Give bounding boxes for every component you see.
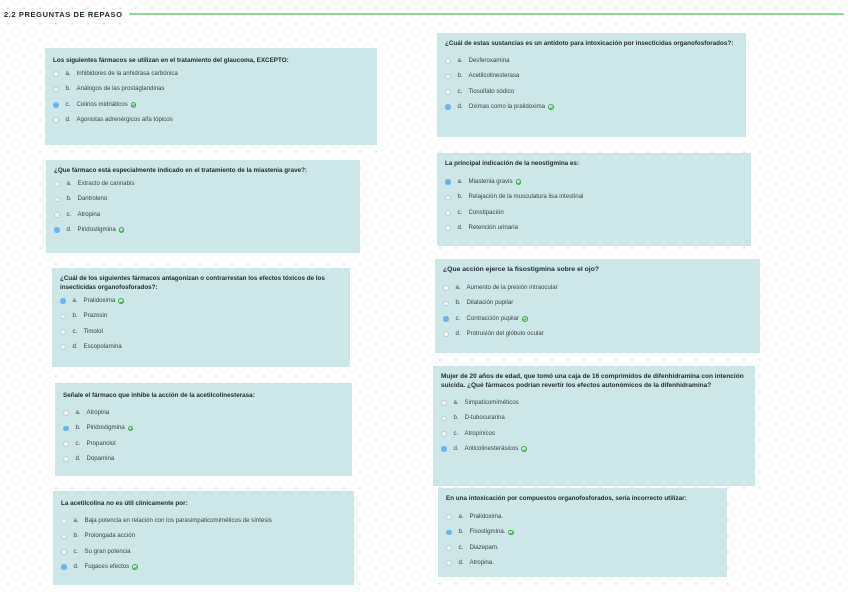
radio-icon[interactable] bbox=[53, 117, 59, 123]
question-card-1 bbox=[45, 48, 377, 145]
radio-icon[interactable] bbox=[54, 181, 60, 187]
radio-icon[interactable] bbox=[54, 197, 60, 203]
question-card-9 bbox=[433, 366, 755, 486]
answer-option-a[interactable] bbox=[445, 178, 743, 186]
radio-icon[interactable] bbox=[60, 329, 66, 335]
radio-icon[interactable] bbox=[63, 456, 69, 462]
option-label: Atropina. bbox=[469, 559, 494, 567]
option-label: Timolol bbox=[83, 327, 103, 335]
option-label: Pralidoxima bbox=[83, 297, 116, 304]
answer-option-c[interactable] bbox=[445, 88, 738, 96]
option-label: Anticolinesterásicos bbox=[464, 445, 519, 453]
check-circle-icon bbox=[521, 446, 527, 452]
option-label: Piridostigmina bbox=[77, 226, 116, 234]
option-letter: c. bbox=[455, 314, 461, 322]
answer-option-c[interactable] bbox=[445, 209, 743, 217]
radio-icon[interactable] bbox=[445, 195, 451, 201]
radio-icon[interactable] bbox=[446, 560, 452, 566]
header-divider bbox=[129, 13, 844, 15]
option-letter: d. bbox=[65, 116, 71, 124]
answer-option-c[interactable] bbox=[60, 328, 342, 336]
answer-option-a[interactable] bbox=[63, 409, 344, 417]
radio-icon[interactable] bbox=[441, 400, 447, 406]
option-letter: a. bbox=[73, 517, 79, 524]
answer-option-a[interactable] bbox=[441, 399, 747, 407]
radio-icon[interactable] bbox=[445, 89, 451, 95]
question-text: ¿Cuál de los siguientes fármacos antagonizan o contrarrestan los efectos tóxicos de los insecticidas organofosforados?: bbox=[60, 275, 325, 291]
question-text: Mujer de 20 años de edad, que tomó una caja de 16 comprimidos de difenhidramina con intención suicida. ¿Qué fármacos podrían revertir los efectos autonómicos de la difenhidramina? bbox=[441, 373, 744, 389]
option-letter: d. bbox=[73, 563, 79, 571]
option-letter: a. bbox=[458, 513, 464, 520]
option-letter: d. bbox=[72, 343, 78, 351]
option-letter: c. bbox=[457, 208, 463, 216]
option-label: Tiosulfato sódico bbox=[468, 87, 515, 95]
option-label: Aumento de la presión intraocular bbox=[466, 284, 558, 291]
check-circle-icon bbox=[132, 564, 138, 570]
radio-selected-icon[interactable] bbox=[445, 104, 451, 110]
radio-icon[interactable] bbox=[61, 518, 67, 524]
option-letter: b. bbox=[65, 85, 71, 93]
radio-icon[interactable] bbox=[445, 210, 451, 216]
option-label: Atropínicos bbox=[464, 429, 495, 437]
radio-icon[interactable] bbox=[60, 314, 66, 320]
answer-option-c[interactable] bbox=[446, 544, 719, 552]
answer-option-a[interactable] bbox=[54, 180, 352, 188]
radio-selected-icon[interactable] bbox=[441, 446, 447, 452]
option-label: Retención urinaria bbox=[468, 224, 518, 232]
radio-icon[interactable] bbox=[61, 549, 67, 555]
option-label: Relajación de la musculatura lisa intestinal bbox=[468, 193, 584, 201]
option-letter: a. bbox=[453, 399, 459, 406]
radio-icon[interactable] bbox=[443, 301, 449, 307]
radio-icon[interactable] bbox=[443, 331, 449, 337]
answer-option-b[interactable] bbox=[443, 299, 752, 307]
radio-icon[interactable] bbox=[441, 431, 447, 437]
answer-option-c[interactable] bbox=[53, 101, 369, 109]
check-circle-icon bbox=[118, 298, 124, 304]
option-letter: c. bbox=[66, 210, 72, 218]
option-letter: d. bbox=[457, 224, 463, 232]
radio-icon[interactable] bbox=[61, 534, 67, 540]
radio-icon[interactable] bbox=[63, 441, 69, 447]
option-label: Pralidoxima. bbox=[469, 513, 504, 520]
radio-icon[interactable] bbox=[446, 545, 452, 551]
option-letter: b. bbox=[453, 414, 459, 422]
option-label: Atropina bbox=[77, 210, 101, 218]
radio-selected-icon[interactable] bbox=[446, 530, 452, 536]
option-label: Prolongada acción bbox=[84, 532, 135, 540]
check-circle-icon bbox=[119, 227, 125, 233]
option-label: Dopamina bbox=[86, 455, 115, 463]
check-circle-icon bbox=[128, 426, 134, 432]
option-letter: d. bbox=[66, 226, 72, 234]
option-label: Agonistas adrenérgicos alfa tópicos bbox=[76, 116, 173, 124]
question-card-4 bbox=[55, 383, 352, 476]
answer-option-d[interactable] bbox=[60, 343, 342, 351]
question-text: Los siguientes fármacos se utilizan en el tratamiento del glaucoma, EXCEPTO: bbox=[53, 57, 289, 64]
option-label: Piridostigmina bbox=[86, 424, 125, 432]
option-label: Fisostigmina. bbox=[469, 528, 506, 536]
option-letter: a. bbox=[65, 70, 71, 77]
answer-option-d[interactable] bbox=[54, 226, 352, 234]
answer-option-c[interactable] bbox=[443, 315, 752, 323]
option-letter: b. bbox=[458, 528, 464, 536]
question-card-3 bbox=[52, 268, 350, 367]
radio-icon[interactable] bbox=[54, 212, 60, 218]
answer-option-a[interactable] bbox=[445, 57, 738, 65]
option-letter: a. bbox=[72, 297, 78, 304]
option-letter: a. bbox=[75, 409, 81, 416]
radio-icon[interactable] bbox=[53, 87, 59, 93]
radio-icon[interactable] bbox=[53, 71, 59, 77]
answer-option-c[interactable] bbox=[441, 430, 747, 438]
option-label: Análogos de las prostaglandinas bbox=[76, 85, 165, 93]
option-label: Miastenia gravis bbox=[468, 178, 513, 185]
section-title: 2.2 PREGUNTAS DE REPASO bbox=[4, 9, 123, 19]
option-label: Atropina bbox=[86, 409, 110, 416]
option-letter: c. bbox=[72, 327, 78, 335]
answer-option-d[interactable] bbox=[53, 116, 369, 124]
option-letter: a. bbox=[455, 284, 461, 291]
answer-option-b[interactable] bbox=[54, 195, 352, 203]
option-label: Constipación bbox=[468, 208, 504, 216]
question-text: En una intoxicación por compuestos organofosforados, sería incorrecto utilizar: bbox=[446, 495, 687, 502]
answer-option-c[interactable] bbox=[54, 211, 352, 219]
answer-option-a[interactable] bbox=[53, 70, 369, 78]
question-card-2 bbox=[46, 160, 360, 253]
option-letter: d. bbox=[455, 330, 461, 338]
question-text: La principal indicación de la neostigmina es: bbox=[445, 160, 580, 167]
check-circle-icon bbox=[131, 102, 137, 108]
answer-option-c[interactable] bbox=[63, 440, 344, 448]
option-label: Baja potencia en relación con los parasimpaticomiméticos de síntesis bbox=[84, 517, 272, 524]
question-text: ¿Que fármaco está especialmente indicado en el tratamiento de la miastenia grave?: bbox=[54, 167, 308, 174]
option-label: Extracto de cannabis bbox=[77, 180, 135, 187]
option-letter: c. bbox=[458, 543, 464, 551]
option-label: Inhibidores de la anhidrasa carbónica bbox=[76, 70, 178, 77]
answer-option-c[interactable] bbox=[61, 548, 346, 556]
question-card-10 bbox=[438, 488, 727, 577]
option-letter: a. bbox=[66, 180, 72, 187]
answer-option-d[interactable] bbox=[445, 224, 743, 232]
option-letter: b. bbox=[66, 195, 72, 203]
radio-icon[interactable] bbox=[443, 285, 449, 291]
option-letter: c. bbox=[453, 429, 459, 437]
answer-option-b[interactable] bbox=[446, 528, 719, 536]
radio-icon[interactable] bbox=[445, 225, 451, 231]
option-letter: d. bbox=[75, 455, 81, 463]
option-label: Escopolamina bbox=[83, 343, 122, 351]
option-letter: a. bbox=[457, 57, 463, 64]
option-letter: c. bbox=[65, 100, 71, 108]
option-label: Colirios midriáticos bbox=[76, 100, 128, 108]
option-label: Propanolol bbox=[86, 439, 116, 447]
option-label: Protrusión del glóbulo ocular bbox=[466, 330, 544, 338]
option-letter: b. bbox=[455, 299, 461, 307]
option-label: Dilatación pupilar bbox=[466, 299, 514, 307]
option-label: Dantroleno bbox=[77, 195, 108, 203]
option-letter: c. bbox=[457, 87, 463, 95]
question-text: ¿Cuál de estas sustancias es un antídoto para intoxicación por insecticidas organofosforados?: bbox=[445, 40, 734, 47]
option-letter: c. bbox=[73, 547, 79, 555]
section-header bbox=[4, 8, 844, 20]
answer-option-a[interactable] bbox=[61, 517, 346, 525]
option-letter: d. bbox=[453, 445, 459, 453]
option-letter: b. bbox=[73, 532, 79, 540]
option-label: Desferoxamina bbox=[468, 57, 510, 64]
radio-selected-icon[interactable] bbox=[445, 179, 451, 185]
answer-option-b[interactable] bbox=[53, 85, 369, 93]
answer-option-a[interactable] bbox=[443, 284, 752, 292]
answer-option-d[interactable] bbox=[63, 455, 344, 463]
radio-icon[interactable] bbox=[445, 74, 451, 80]
radio-icon[interactable] bbox=[60, 344, 66, 350]
answer-option-b[interactable] bbox=[63, 424, 344, 432]
question-card-6 bbox=[437, 33, 746, 137]
answer-option-a[interactable] bbox=[446, 513, 719, 521]
answer-option-b[interactable] bbox=[60, 312, 342, 320]
check-circle-icon bbox=[508, 530, 514, 536]
option-letter: a. bbox=[457, 178, 463, 185]
answer-option-d[interactable] bbox=[443, 330, 752, 338]
answer-option-a[interactable] bbox=[60, 297, 342, 305]
question-card-5 bbox=[53, 491, 354, 585]
answer-option-d[interactable] bbox=[446, 559, 719, 567]
radio-selected-icon[interactable] bbox=[63, 426, 69, 432]
check-circle-icon bbox=[522, 316, 528, 322]
question-text: Señale el fármaco que inhibe la acción de la acetilcolinesterasa: bbox=[63, 392, 255, 399]
answer-option-d[interactable] bbox=[441, 445, 747, 453]
answer-option-b[interactable] bbox=[441, 414, 747, 422]
option-label: Oximas como la pralidoxima bbox=[468, 103, 546, 111]
option-label: Diazepam. bbox=[469, 543, 499, 551]
radio-selected-icon[interactable] bbox=[54, 227, 60, 233]
question-text: ¿Que acción ejerce la fisostigmina sobre el ojo? bbox=[443, 266, 599, 273]
radio-icon[interactable] bbox=[445, 58, 451, 64]
radio-selected-icon[interactable] bbox=[53, 102, 59, 108]
question-text: La acetilcolina no es útil clínicamente por: bbox=[61, 500, 188, 507]
option-label: Simpaticomiméticos bbox=[464, 399, 519, 406]
option-label: Acetilcolinesterasa bbox=[468, 72, 520, 80]
option-letter: d. bbox=[458, 559, 464, 567]
radio-icon[interactable] bbox=[441, 416, 447, 422]
radio-selected-icon[interactable] bbox=[60, 298, 66, 304]
radio-selected-icon[interactable] bbox=[443, 316, 449, 322]
answer-option-b[interactable] bbox=[61, 532, 346, 540]
option-label: Prazosin bbox=[83, 312, 108, 320]
option-letter: b. bbox=[72, 312, 78, 320]
question-card-8 bbox=[435, 259, 760, 353]
option-letter: c. bbox=[75, 439, 81, 447]
answer-option-d[interactable] bbox=[445, 103, 738, 111]
option-label: Fugaces efectos bbox=[84, 563, 130, 571]
question-card-7 bbox=[437, 153, 751, 246]
option-label: Su gran potencia bbox=[84, 547, 131, 555]
option-label: Contracción pupilar bbox=[466, 314, 520, 322]
answer-option-b[interactable] bbox=[445, 193, 743, 201]
check-circle-icon bbox=[516, 179, 522, 185]
radio-icon[interactable] bbox=[446, 514, 452, 520]
answer-option-d[interactable] bbox=[61, 563, 346, 571]
answer-option-b[interactable] bbox=[445, 72, 738, 80]
check-circle-icon bbox=[548, 104, 554, 110]
option-letter: d. bbox=[457, 103, 463, 111]
radio-icon[interactable] bbox=[63, 410, 69, 416]
option-letter: b. bbox=[75, 424, 81, 432]
option-letter: b. bbox=[457, 193, 463, 201]
option-letter: b. bbox=[457, 72, 463, 80]
radio-selected-icon[interactable] bbox=[61, 564, 67, 570]
option-label: D-tubocurarina bbox=[464, 414, 505, 422]
